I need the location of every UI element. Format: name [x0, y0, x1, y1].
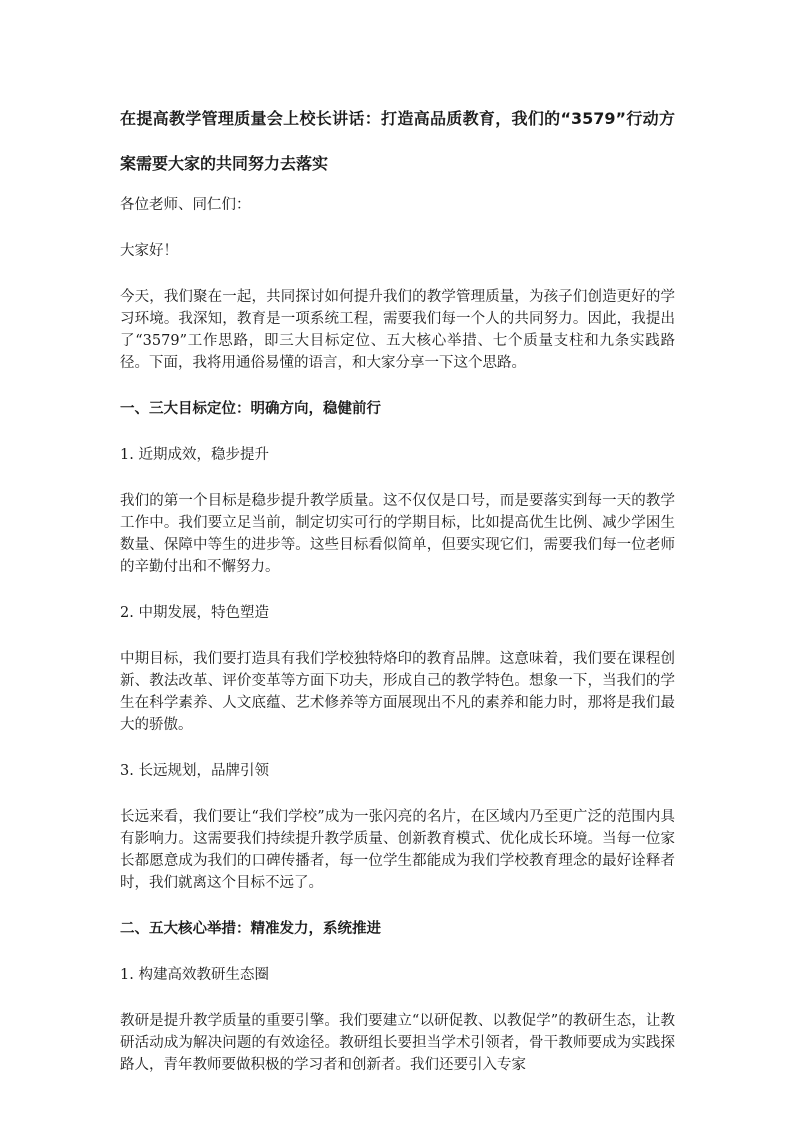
greeting: 大家好！ — [120, 243, 178, 259]
section-heading-2: 二、五大核心举措：精准发力，系统推进 — [120, 921, 381, 937]
paragraph-1-3: 长远来看，我们要让“我们学校”成为一张闪亮的名片，在区域内乃至更广泛的范围内具有影响力。这需要我们持续提升教学质量、创新教育模式、优化成长环境。当每一位家长都愿意成为我们的口碑传播者，每一位学生都能成为我们学校教育理念的最好诠释者时，我们就离这个目标不远了。 — [120, 809, 675, 891]
document-page — [120, 96, 675, 1100]
paragraph-2-1: 教研是提升教学质量的重要引擎。我们要建立“以研促教、以教促学”的教研生态，让教研活动成为解决问题的有效途径。教研组长要担当学术引领者，骨干教师要成为实践探路人，青年教师要做积极的学习者和创新者。我们还要引入专家 — [120, 1013, 675, 1073]
intro-paragraph: 今天，我们聚在一起，共同探讨如何提升我们的教学管理质量，为孩子们创造更好的学习环境。我深知，教育是一项系统工程，需要我们每一个人的共同努力。因此，我提出了“3579”工作思路，即三大目标定位、五大核心举措、七个质量支柱和九条实践路径。下面，我将用通俗易懂的语言，和大家分享一下这个思路。 — [120, 289, 675, 371]
paragraph-1-1: 我们的第一个目标是稳步提升教学质量。这不仅仅是口号，而是要落实到每一天的教学工作中。我们要立足当前，制定切实可行的学期目标，比如提高优生比例、减少学困生数量、保障中等生的进步等。这些目标看似简单，但要实现它们，需要我们每一位老师的辛勤付出和不懈努力。 — [120, 493, 675, 575]
salutation: 各位老师、同仁们： — [120, 197, 251, 213]
section-heading-1: 一、三大目标定位：明确方向，稳健前行 — [120, 401, 381, 417]
paragraph-1-2: 中期目标，我们要打造具有我们学校独特烙印的教育品牌。这意味着，我们要在课程创新、教法改革、评价变革等方面下功夫，形成自己的教学特色。想象一下，当我们的学生在科学素养、人文底蕴、艺术修养等方面展现出不凡的素养和能力时，那将是我们最大的骄傲。 — [120, 651, 675, 733]
subheading-1-1: 1. 近期成效，稳步提升 — [120, 447, 269, 463]
page-title: 在提高教学管理质量会上校长讲话：打造高品质教育，我们的“3579”行动方案需要大家的共同努力去落实 — [120, 109, 675, 173]
subheading-1-3: 3. 长远规划，品牌引领 — [120, 763, 269, 779]
subheading-1-2: 2. 中期发展，特色塑造 — [120, 605, 269, 621]
subheading-2-1: 1. 构建高效教研生态圈 — [120, 967, 269, 983]
